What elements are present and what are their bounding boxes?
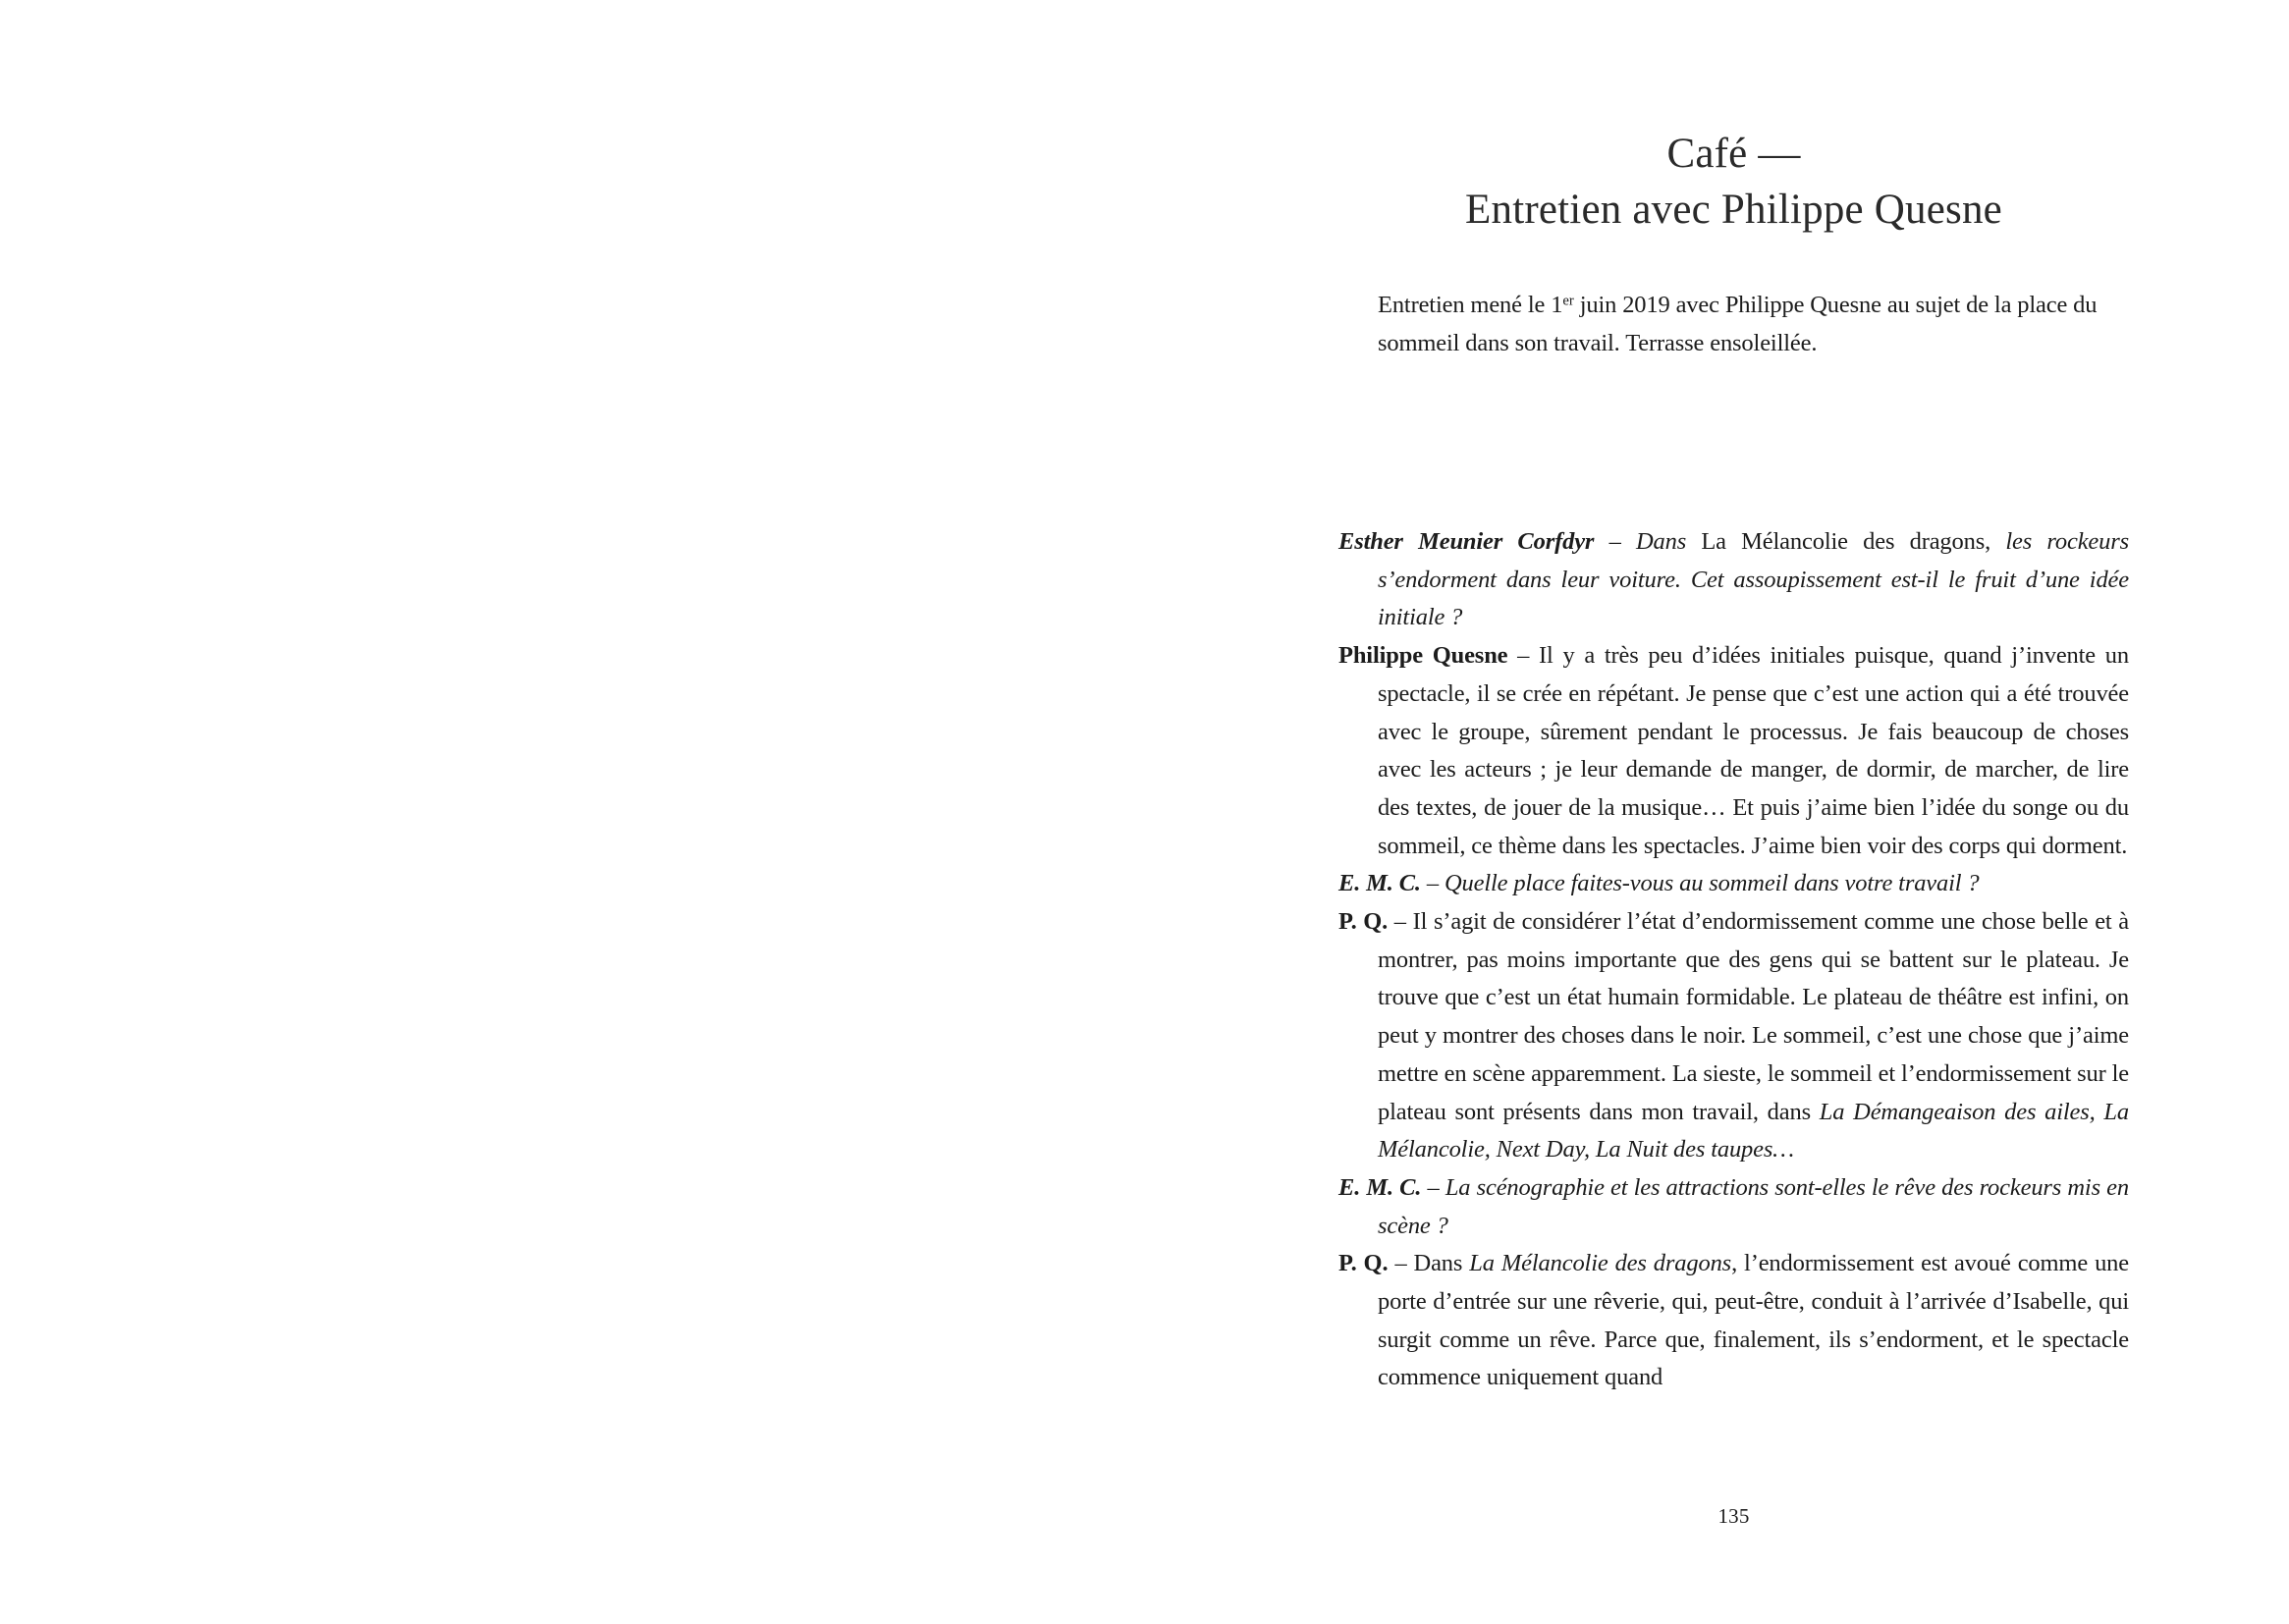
dialogue-turn bbox=[1338, 903, 2129, 1169]
dialogue-turn bbox=[1338, 1245, 2129, 1397]
speaker-name: P. Q. bbox=[1338, 1250, 1389, 1277]
intro-note bbox=[1378, 287, 2106, 362]
chapter-title bbox=[1338, 126, 2129, 238]
dialogue-turn bbox=[1338, 1169, 2129, 1245]
text-segment: – Dans bbox=[1594, 528, 1702, 555]
speaker-name: Philippe Quesne bbox=[1338, 642, 1508, 670]
speaker-name: E. M. C. bbox=[1338, 870, 1421, 897]
intro-text-before-superscript: Entretien mené le 1 bbox=[1378, 292, 1563, 318]
dialogue-turn bbox=[1338, 865, 2129, 903]
text-segment: – Dans bbox=[1388, 1250, 1470, 1277]
text-segment: – Quelle place faites-vous au sommeil dans votre travail ? bbox=[1420, 870, 1980, 897]
speaker-name: E. M. C. bbox=[1338, 1173, 1422, 1201]
text-segment: – La scénographie et les attractions sont-elles le rêve des rockeurs mis en scène ? bbox=[1378, 1173, 2129, 1239]
text-segment: La Démangeaison des ailes, La Mélancolie, Next Day, La Nuit des taupes… bbox=[1378, 1098, 2129, 1164]
text-segment: La Mélancolie des dragons, bbox=[1701, 528, 2006, 555]
speaker-name: P. Q. bbox=[1338, 908, 1389, 936]
right-page bbox=[1144, 0, 2289, 1624]
speaker-name: Esther Meunier Corfdyr bbox=[1338, 528, 1595, 555]
dialogue bbox=[1338, 523, 2129, 1397]
ordinal-superscript: er bbox=[1562, 293, 1574, 309]
text-segment: La Mélancolie des dragons bbox=[1469, 1250, 1732, 1277]
text-segment: – Il s’agit de considérer l’état d’endormissement comme une chose belle et à montrer, pas moins importante que des gens qui se battent sur le plateau. Je trouve que c’est un état humain formidable. Le plateau de théâtre est infini, on peut y montrer des choses dans le noir. Le sommeil, c’est une chose que j’aime mettre en scène apparemment. La sieste, le sommeil et l’endormissement sur le plateau sont présents dans mon travail, dans bbox=[1378, 908, 2129, 1125]
chapter-title-line-1: Café — bbox=[1666, 131, 1801, 177]
text-segment: les rockeurs s’endorment dans leur voiture. Cet assoupissement est-il le fruit d’une idée initiale ? bbox=[1378, 528, 2130, 631]
dialogue-turn bbox=[1338, 523, 2129, 637]
chapter-title-line-2: Entretien avec Philippe Quesne bbox=[1465, 187, 2002, 233]
left-page-blank bbox=[0, 0, 1144, 1624]
text-segment: , l’endormissement est avoué comme une porte d’entrée sur une rêverie, qui, peut-être, conduit à l’arrivée d’Isabelle, qui surgit comme un rêve. Parce que, finalement, ils s’endorment, et le spectacle commence uniquement quand bbox=[1378, 1250, 2129, 1391]
page-content bbox=[1338, 0, 2129, 1624]
intro-text-after-superscript: juin 2019 avec Philippe Quesne au sujet de la place du sommeil dans son travail. Terrasse ensoleillée. bbox=[1378, 292, 2098, 356]
text-segment: – Il y a très peu d’idées initiales puisque, quand j’invente un spectacle, il se crée en répétant. Je pense que c’est une action qui a été trouvée avec le groupe, sûrement pendant le processus. Je fais beaucoup de choses avec les acteurs ; je leur demande de manger, de dormir, de marcher, de lire des textes, de jouer de la musique… Et puis j’aime bien l’idée du songe ou du sommeil, ce thème dans les spectacles. J’aime bien voir des corps qui dorment. bbox=[1378, 642, 2129, 859]
page-number: 135 bbox=[1717, 1504, 1750, 1528]
dialogue-turn bbox=[1338, 637, 2129, 865]
